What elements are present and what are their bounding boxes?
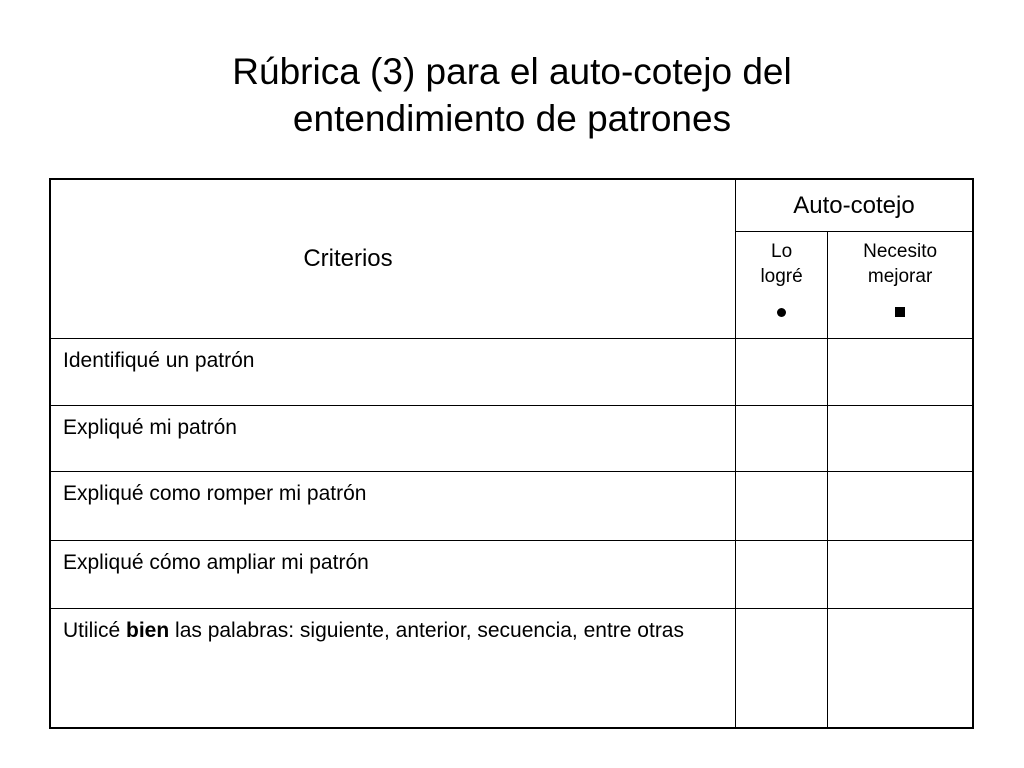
improve-cell[interactable] — [828, 339, 973, 406]
achieved-header-line-1: Lo — [771, 241, 793, 262]
square-icon — [895, 307, 905, 317]
improve-cell[interactable] — [828, 472, 973, 541]
table-row — [50, 609, 973, 729]
criterion-label: Identifiqué un patrón — [50, 339, 735, 406]
improve-header — [828, 232, 973, 339]
criterion-label: Expliqué mi patrón — [50, 406, 735, 472]
achieved-cell[interactable] — [735, 472, 827, 541]
table-row — [50, 339, 973, 406]
criterion-text-bold: bien — [126, 619, 170, 642]
criterion-label: Expliqué como romper mi patrón — [50, 472, 735, 541]
header-row-top — [50, 179, 973, 232]
slide-title-line-1: Rúbrica (3) para el auto-cotejo del — [232, 51, 792, 92]
achieved-cell[interactable] — [735, 339, 827, 406]
circle-icon — [777, 308, 786, 317]
slide-title-line-2: entendimiento de patrones — [292, 98, 732, 139]
improve-cell[interactable] — [828, 609, 973, 729]
criterion-text-pre: Utilicé — [63, 619, 127, 642]
table-row — [50, 406, 973, 472]
improve-header-line-1: Necesito — [863, 241, 938, 262]
improve-header-line-2: mejorar — [867, 266, 933, 287]
achieved-header-line-2: logré — [760, 266, 803, 287]
rubric-table — [49, 178, 974, 729]
achieved-cell[interactable] — [735, 609, 827, 729]
criterion-label: Expliqué cómo ampliar mi patrón — [50, 541, 735, 609]
selfcheck-header: Auto-cotejo — [735, 179, 973, 232]
criteria-header: Criterios — [50, 179, 735, 339]
table-row — [50, 472, 973, 541]
achieved-cell[interactable] — [735, 406, 827, 472]
criterion-text-post: las palabras: siguiente, anterior, secuencia, entre otras — [169, 619, 684, 642]
improve-cell[interactable] — [828, 406, 973, 472]
table-row — [50, 541, 973, 609]
criterion-label — [50, 609, 735, 729]
improve-cell[interactable] — [828, 541, 973, 609]
achieved-header — [735, 232, 827, 339]
achieved-cell[interactable] — [735, 541, 827, 609]
slide-title — [0, 48, 1024, 142]
